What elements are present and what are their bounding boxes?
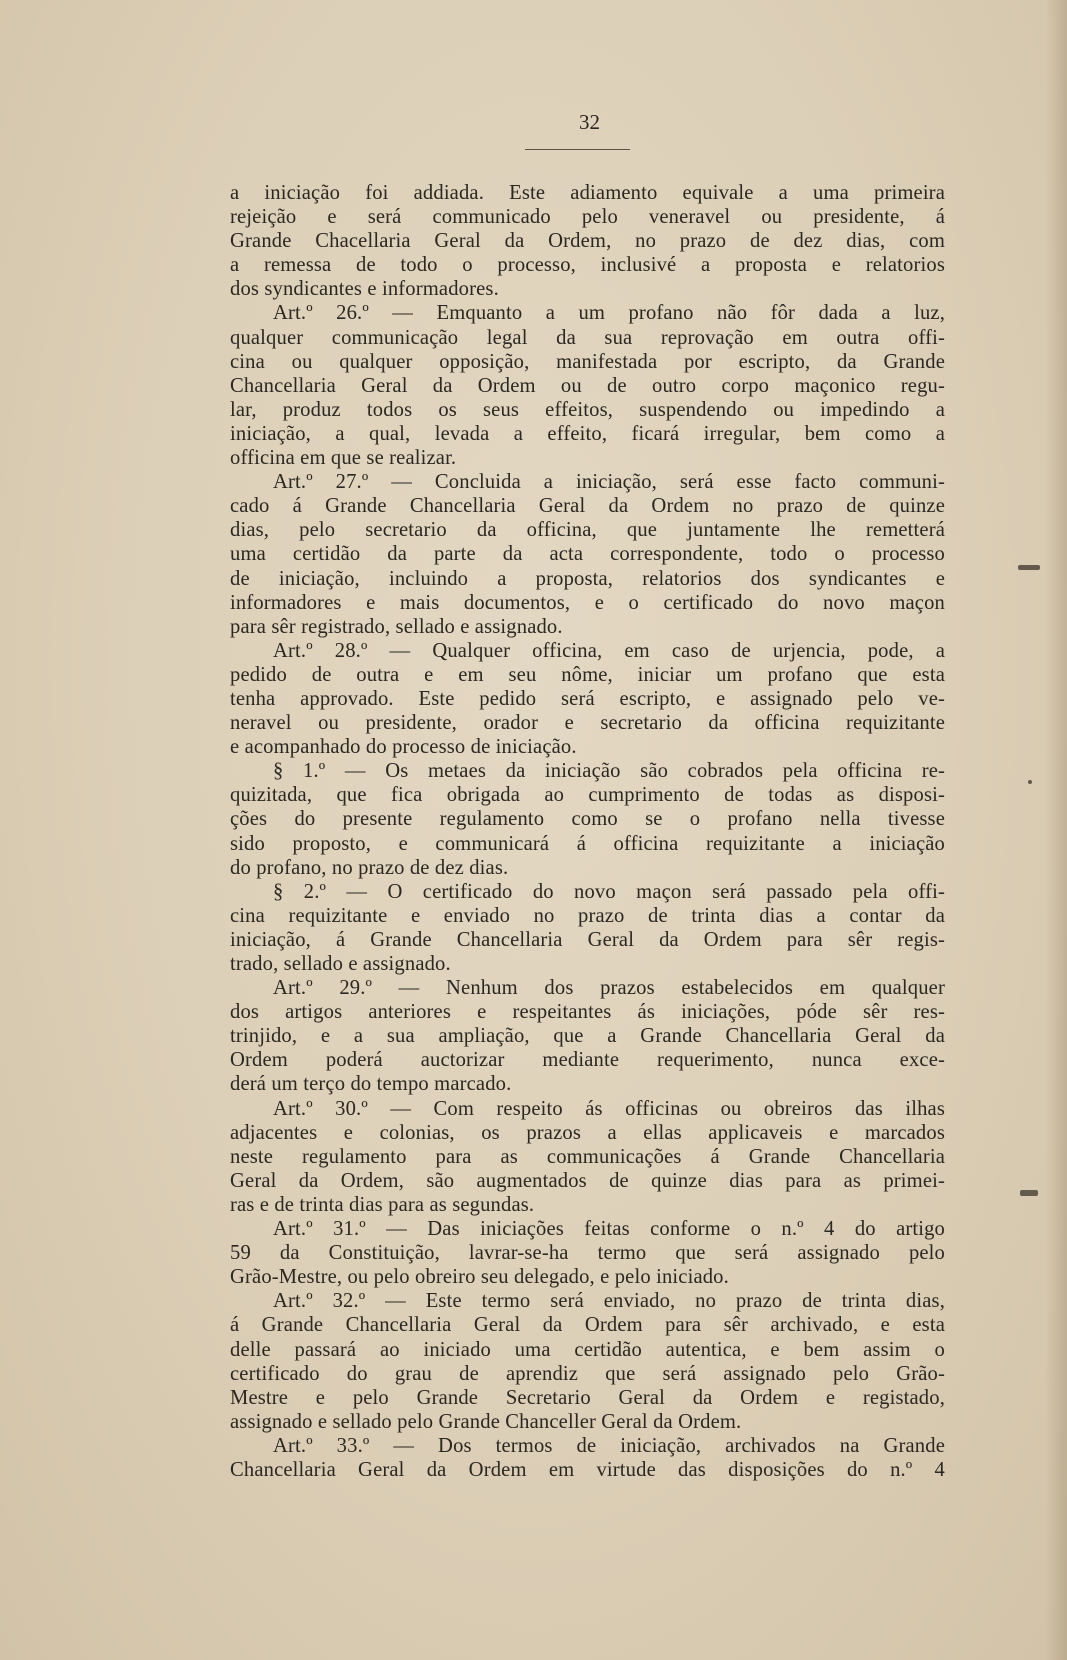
page-number: 32 <box>579 110 600 134</box>
text-line: cado á Grande Chancellaria Geral da Ordem no prazo de quinze <box>230 495 945 518</box>
text-line: Mestre e pelo Grande Secretario Geral da Ordem e registado, <box>230 1386 945 1409</box>
text-line: 59 da Constituição, lavrar-se-ha termo que será assignado pelo <box>230 1242 945 1265</box>
text-line: dias, pelo secretario da officina, que juntamente lhe remetterá <box>230 519 945 542</box>
text-line: sido proposto, e communicará á officina requizitante a iniciação <box>230 832 945 855</box>
text-line: informadores e mais documentos, e o certificado do novo maçon <box>230 591 945 614</box>
margin-mark <box>1018 565 1040 570</box>
text-line: trinjido, e a sua ampliação, que a Grande Chancellaria Geral da <box>230 1025 945 1048</box>
text-line: adjacentes e colonias, os prazos a ellas applicaveis e marcados <box>230 1121 945 1144</box>
text-line: certificado do grau de aprendiz que será assignado pelo Grão- <box>230 1362 945 1385</box>
text-line: uma certidão da parte da acta correspondente, todo o processo <box>230 543 945 566</box>
text-line: ções do presente regulamento como se o profano nella tivesse <box>230 808 945 831</box>
text-line: a iniciação foi addiada. Este adiamento equivale a uma primeira <box>230 182 945 204</box>
text-line: Grande Chacellaria Geral da Ordem, no prazo de dez dias, com <box>230 230 945 253</box>
text-line: officina em que se realizar. <box>230 447 457 470</box>
text-line: derá um terço do tempo marcado. <box>230 1073 512 1096</box>
text-line: Geral da Ordem, são augmentados de quinze dias para as primei- <box>230 1169 945 1192</box>
text-line: Art.º 32.º — Este termo será enviado, no prazo de trinta dias, <box>273 1290 945 1313</box>
text-line: rejeição e será communicado pelo veneravel ou presidente, á <box>230 206 945 229</box>
text-line: de iniciação, incluindo a proposta, relatorios dos syndicantes e <box>230 567 945 590</box>
text-line: Grão-Mestre, ou pelo obreiro seu delegado, e pelo iniciado. <box>230 1266 729 1289</box>
text-line: Art.º 31.º — Das iniciações feitas conforme o n.º 4 do artigo <box>273 1218 945 1241</box>
text-line: quizitada, que fica obrigada ao cumprimento de todas as disposi- <box>230 784 945 807</box>
text-line: Chancellaria Geral da Ordem ou de outro corpo maçonico regu- <box>230 374 945 397</box>
text-line: Art.º 28.º — Qualquer officina, em caso de urjencia, pode, a <box>273 639 945 662</box>
header-rule <box>525 149 630 150</box>
text-line: qualquer communicação legal da sua reprovação em outra offi- <box>230 326 945 349</box>
text-line: assignado e sellado pelo Grande Chanceller Geral da Ordem. <box>230 1410 742 1433</box>
text-line: Chancellaria Geral da Ordem em virtude das disposições do n.º 4 <box>230 1458 945 1481</box>
text-line: a remessa de todo o processo, inclusivé a proposta e relatorios <box>230 254 945 277</box>
text-line: cina ou qualquer opposição, manifestada por escripto, da Grande <box>230 350 945 373</box>
text-line: § 1.º — Os metaes da iniciação são cobrados pela officina re- <box>273 760 945 783</box>
text-line: Art.º 29.º — Nenhum dos prazos estabelecidos em qualquer <box>273 977 945 1000</box>
text-line: trado, sellado e assignado. <box>230 953 451 975</box>
text-line: Art.º 26.º — Emquanto a um profano não fôr dada a luz, <box>273 302 945 325</box>
page-edge-shadow <box>1045 0 1067 1660</box>
body-text <box>230 181 945 1482</box>
text-line: ras e de trinta dias para as segundas. <box>230 1193 535 1216</box>
text-line: do profano, no prazo de dez dias. <box>230 856 509 879</box>
text-line: para sêr registrado, sellado e assignado. <box>230 615 563 638</box>
text-line: tenha approvado. Este pedido será escripto, e assignado pelo ve- <box>230 687 945 710</box>
text-line: Art.º 27.º — Concluida a iniciação, será esse facto communi- <box>273 471 945 494</box>
text-line: Ordem poderá auctorizar mediante requerimento, nunca exce- <box>230 1049 945 1072</box>
text-line: dos syndicantes e informadores. <box>230 278 499 301</box>
text-line: cina requizitante e enviado no prazo de trinta dias a contar da <box>230 904 945 927</box>
text-line: dos artigos anteriores e respeitantes ás iniciações, póde sêr res- <box>230 1001 945 1024</box>
text-line: lar, produz todos os seus effeitos, suspendendo ou impedindo a <box>230 398 945 421</box>
text-line: neste regulamento para as communicações á Grande Chancellaria <box>230 1145 945 1168</box>
text-line: neravel ou presidente, orador e secretario da officina requizitante <box>230 712 945 735</box>
text-line: iniciação, á Grande Chancellaria Geral da Ordem para sêr regis- <box>230 928 945 951</box>
margin-mark <box>1028 780 1032 784</box>
text-line: pedido de outra e em seu nôme, iniciar um profano que esta <box>230 663 945 686</box>
text-line: Art.º 30.º — Com respeito ás officinas ou obreiros das ilhas <box>273 1097 945 1120</box>
text-line: á Grande Chancellaria Geral da Ordem para sêr archivado, e esta <box>230 1314 945 1337</box>
text-line: iniciação, a qual, levada a effeito, ficará irregular, bem como a <box>230 422 945 445</box>
text-line: e acompanhado do processo de iniciação. <box>230 736 577 759</box>
text-line: delle passará ao iniciado uma certidão autentica, e bem assim o <box>230 1338 945 1361</box>
margin-mark <box>1020 1190 1038 1196</box>
text-line: Art.º 33.º — Dos termos de iniciação, archivados na Grande <box>273 1434 945 1457</box>
text-line: § 2.º — O certificado do novo maçon será passado pela offi- <box>273 880 945 903</box>
